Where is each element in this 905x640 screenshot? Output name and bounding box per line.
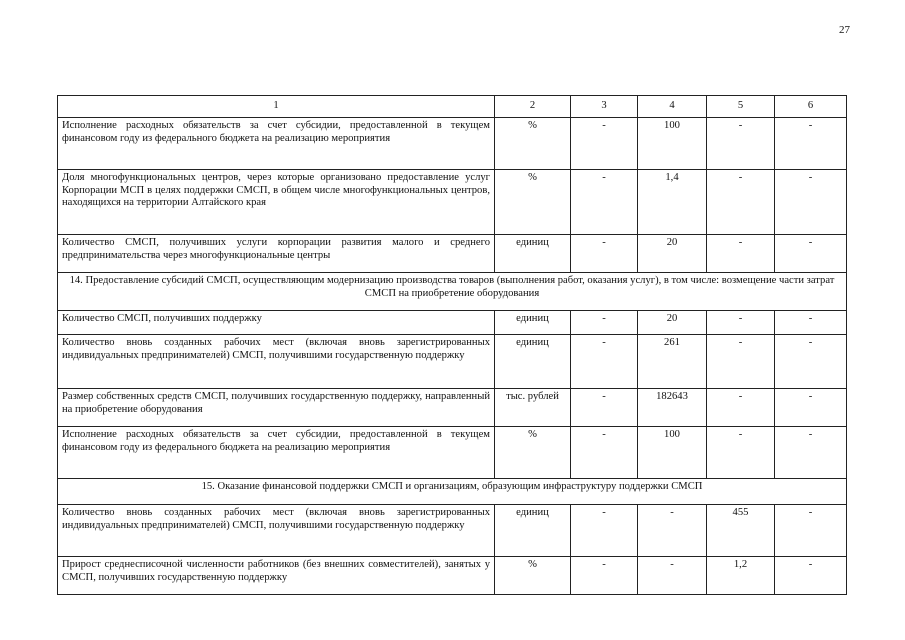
value-cell: - <box>571 335 638 389</box>
table-row <box>58 505 847 557</box>
unit-cell: единиц <box>495 311 571 335</box>
value-cell: - <box>775 505 847 557</box>
value-cell: 182643 <box>638 389 707 427</box>
indicator-name: Исполнение расходных обязательств за счет субсидии, предоставленной в текущем финансовом году из федерального бюджета на реализацию мероприятия <box>58 427 495 479</box>
value-cell: - <box>571 557 638 595</box>
value-cell: - <box>571 170 638 235</box>
table-row <box>58 427 847 479</box>
value-cell: - <box>707 170 775 235</box>
unit-cell: % <box>495 427 571 479</box>
value-cell: - <box>707 235 775 273</box>
value-cell: - <box>638 505 707 557</box>
table-row <box>58 389 847 427</box>
value-cell: - <box>571 235 638 273</box>
value-cell: 1,2 <box>707 557 775 595</box>
table-row <box>58 335 847 389</box>
indicator-name: Прирост среднесписочной численности работников (без внешних совместителей), занятых у СМСП, получивших государственную поддержку <box>58 557 495 595</box>
column-header: 6 <box>775 96 847 118</box>
section-row <box>58 273 847 311</box>
section-heading: 14. Предоставление субсидий СМСП, осуществляющим модернизацию производства товаров (выполнения работ, оказания услуг), в том числе: возмещение части затрат СМСП на приобретение оборудования <box>58 273 847 311</box>
value-cell: 20 <box>638 235 707 273</box>
section-heading: 15. Оказание финансовой поддержки СМСП и организациям, образующим инфраструктуру поддержки СМСП <box>58 479 847 505</box>
unit-cell: единиц <box>495 505 571 557</box>
indicator-name: Количество вновь созданных рабочих мест (включая вновь зарегистрированных индивидуальных предпринимателей) СМСП, получившими государственную поддержку <box>58 505 495 557</box>
table-row <box>58 170 847 235</box>
value-cell: - <box>775 118 847 170</box>
value-cell: - <box>707 311 775 335</box>
column-header: 1 <box>58 96 495 118</box>
indicator-name: Доля многофункциональных центров, через которые организовано предоставление услуг Корпорации МСП в целях поддержки СМСП, в общем числе многофункциональных центров, находящихся на территории Алтайского края <box>58 170 495 235</box>
indicator-name: Количество СМСП, получивших поддержку <box>58 311 495 335</box>
value-cell: - <box>775 335 847 389</box>
value-cell: - <box>571 427 638 479</box>
value-cell: - <box>707 389 775 427</box>
value-cell: 261 <box>638 335 707 389</box>
value-cell: - <box>775 235 847 273</box>
page-number: 27 <box>839 24 850 36</box>
table-row <box>58 118 847 170</box>
indicator-name: Размер собственных средств СМСП, получивших государственную поддержку, направленный на приобретение оборудования <box>58 389 495 427</box>
indicator-name: Количество вновь созданных рабочих мест (включая вновь зарегистрированных индивидуальных предпринимателей) СМСП, получившими государственную поддержку <box>58 335 495 389</box>
value-cell: - <box>571 118 638 170</box>
table-header-row <box>58 96 847 118</box>
column-header: 5 <box>707 96 775 118</box>
unit-cell: единиц <box>495 335 571 389</box>
column-header: 2 <box>495 96 571 118</box>
table-row <box>58 235 847 273</box>
value-cell: - <box>638 557 707 595</box>
table-row <box>58 311 847 335</box>
unit-cell: тыс. рублей <box>495 389 571 427</box>
value-cell: - <box>571 389 638 427</box>
indicator-name: Исполнение расходных обязательств за счет субсидии, предоставленной в текущем финансовом году из федерального бюджета на реализацию мероприятия <box>58 118 495 170</box>
table-row <box>58 557 847 595</box>
unit-cell: % <box>495 557 571 595</box>
unit-cell: % <box>495 170 571 235</box>
value-cell: - <box>775 389 847 427</box>
column-header: 3 <box>571 96 638 118</box>
unit-cell: единиц <box>495 235 571 273</box>
indicators-table <box>57 95 847 595</box>
value-cell: - <box>707 118 775 170</box>
value-cell: 455 <box>707 505 775 557</box>
value-cell: 20 <box>638 311 707 335</box>
unit-cell: % <box>495 118 571 170</box>
value-cell: - <box>571 505 638 557</box>
value-cell: - <box>775 427 847 479</box>
value-cell: 100 <box>638 427 707 479</box>
section-row <box>58 479 847 505</box>
value-cell: - <box>775 311 847 335</box>
value-cell: - <box>571 311 638 335</box>
column-header: 4 <box>638 96 707 118</box>
value-cell: 1,4 <box>638 170 707 235</box>
value-cell: 100 <box>638 118 707 170</box>
value-cell: - <box>707 427 775 479</box>
indicator-name: Количество СМСП, получивших услуги корпорации развития малого и среднего предпринимательства через многофункциональные центры <box>58 235 495 273</box>
value-cell: - <box>775 557 847 595</box>
value-cell: - <box>775 170 847 235</box>
value-cell: - <box>707 335 775 389</box>
